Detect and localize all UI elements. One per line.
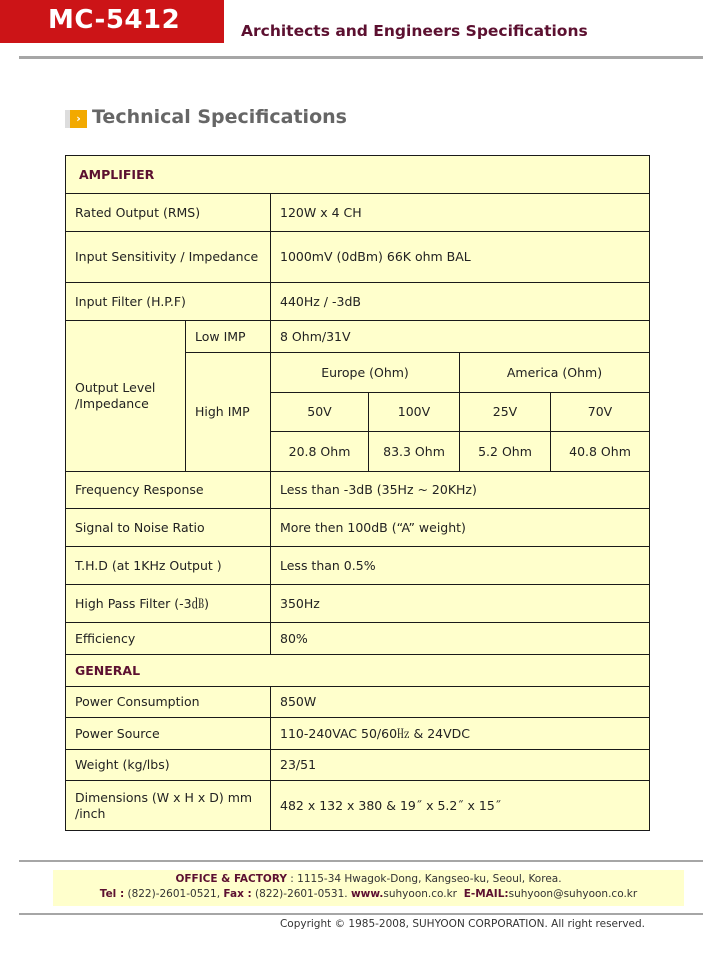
spec-label: Frequency Response (66, 472, 271, 509)
america-header: America (Ohm) (460, 353, 650, 393)
table-row (66, 750, 650, 781)
table-row (66, 718, 650, 750)
website-link[interactable]: suhyoon.co.kr (383, 888, 457, 900)
table-row (66, 655, 650, 687)
model-number: MC-5412 (48, 5, 181, 35)
footer-address-line (53, 873, 684, 885)
header-divider (19, 56, 703, 59)
table-row (66, 194, 650, 232)
low-imp-value: 8 Ohm/31V (271, 321, 650, 353)
footer-divider-bottom (19, 913, 703, 915)
spec-label: T.H.D (at 1KHz Output ) (66, 547, 271, 585)
table-row (66, 585, 650, 623)
table-row (66, 321, 650, 353)
spec-label: Power Source (66, 718, 271, 750)
email-label: E-MAIL: (463, 888, 509, 900)
spec-label: High Pass Filter (-3㏈) (66, 585, 271, 623)
spec-label: Weight (kg/lbs) (66, 750, 271, 781)
table-row (66, 509, 650, 547)
office-address: : 1115-34 Hwagok-Dong, Kangseo-ku, Seoul, Korea. (286, 873, 562, 885)
fax-label: Fax : (223, 888, 252, 900)
footer-contact (53, 870, 684, 906)
page-title: Architects and Engineers Specifications (241, 22, 588, 40)
voltage-cell: 25V (460, 393, 551, 432)
spec-label: Efficiency (66, 623, 271, 655)
spec-label: Power Consumption (66, 687, 271, 718)
spec-label: Rated Output (RMS) (66, 194, 271, 232)
spec-value: 440Hz / -3dB (271, 283, 650, 321)
spec-value: 110-240VAC 50/60㎐ & 24VDC (271, 718, 650, 750)
spec-value: 350Hz (271, 585, 650, 623)
high-imp-label: High IMP (186, 353, 271, 472)
spec-value: Less than -3dB (35Hz ~ 20KHz) (271, 472, 650, 509)
web-prefix: www. (350, 888, 384, 900)
table-row (66, 232, 650, 283)
email-link[interactable]: suhyoon@suhyoon.co.kr (508, 888, 638, 900)
footer-contact-line (53, 888, 684, 900)
spec-label: Dimensions (W x H x D) mm /inch (66, 781, 271, 831)
low-imp-label: Low IMP (186, 321, 271, 353)
table-row (66, 547, 650, 585)
ohm-cell: 40.8 Ohm (551, 432, 650, 472)
tel-label: Tel : (99, 888, 125, 900)
spec-value: 1000mV (0dBm) 66K ohm BAL (271, 232, 650, 283)
spec-value: More then 100dB (“A” weight) (271, 509, 650, 547)
ohm-cell: 5.2 Ohm (460, 432, 551, 472)
spec-table (65, 155, 650, 831)
office-label: OFFICE & FACTORY (175, 873, 287, 885)
group-heading-general: GENERAL (66, 655, 650, 687)
table-row (66, 781, 650, 831)
table-row (66, 623, 650, 655)
spec-label: Input Filter (H.P.F) (66, 283, 271, 321)
spec-value: 850W (271, 687, 650, 718)
spec-value: Less than 0.5% (271, 547, 650, 585)
spec-value: 120W x 4 CH (271, 194, 650, 232)
ohm-cell: 20.8 Ohm (271, 432, 369, 472)
ohm-cell: 83.3 Ohm (369, 432, 460, 472)
voltage-cell: 70V (551, 393, 650, 432)
table-row (66, 472, 650, 509)
table-row (66, 687, 650, 718)
spec-label: Input Sensitivity / Impedance (66, 232, 271, 283)
footer-divider-top (19, 860, 703, 862)
spec-value: 80% (271, 623, 650, 655)
chevron-right-icon: › (70, 110, 87, 128)
voltage-cell: 50V (271, 393, 369, 432)
voltage-cell: 100V (369, 393, 460, 432)
spec-label-output-level: Output Level /Impedance (66, 321, 186, 472)
copyright-notice: Copyright © 1985-2008, SUHYOON CORPORATION. All right reserved. (279, 918, 645, 930)
tel-number: (822)-2601-0521, (124, 888, 224, 900)
europe-header: Europe (Ohm) (271, 353, 460, 393)
fax-number: (822)-2601-0531. (251, 888, 351, 900)
spec-label: Signal to Noise Ratio (66, 509, 271, 547)
group-heading-amplifier: AMPLIFIER (66, 156, 650, 194)
spec-value: 482 x 132 x 380 & 19˝ x 5.2˝ x 15˝ (271, 781, 650, 831)
spec-value: 23/51 (271, 750, 650, 781)
table-row (66, 156, 650, 194)
section-title: Technical Specifications (92, 106, 347, 128)
table-row (66, 283, 650, 321)
